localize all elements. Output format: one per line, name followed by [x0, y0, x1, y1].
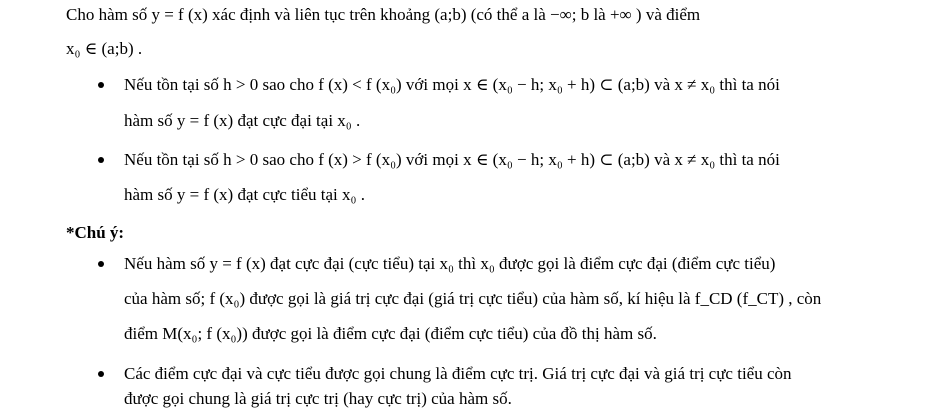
note-1-line-3: điểm M(x₀; f (x₀)) được gọi là điểm cực đại (điểm cực tiểu) của đồ thị hàm số. — [124, 324, 657, 343]
definition-max-line-2: hàm số y = f (x) đạt cực đại tại x₀ . — [124, 111, 361, 130]
note-1-line-1: Nếu hàm số y = f (x) đạt cực đại (cực tiểu) tại x₀ thì x₀ được gọi là điểm cực đại (điểm cực tiểu) — [124, 254, 776, 273]
bullet-icon — [98, 157, 104, 163]
bullet-icon — [98, 261, 104, 267]
note-2-line-2: được gọi chung là giá trị cực trị (hay cực trị) của hàm số. — [124, 389, 512, 408]
bullet-icon — [98, 82, 104, 88]
definition-min-line-2: hàm số y = f (x) đạt cực tiểu tại x₀ . — [124, 185, 365, 204]
intro-line-1: Cho hàm số y = f (x) xác định và liên tục trên khoảng (a;b) (có thể a là −∞; b là +∞ ) và điểm — [66, 5, 701, 24]
definition-min-line-1: Nếu tồn tại số h > 0 sao cho f (x) > f (x₀) với mọi x ∈ (x₀ − h; x₀ + h) ⊂ (a;b) và x ≠ x₀ thì ta nói — [124, 150, 780, 169]
definition-max-line-1: Nếu tồn tại số h > 0 sao cho f (x) < f (x₀) với mọi x ∈ (x₀ − h; x₀ + h) ⊂ (a;b) và x ≠ x₀ thì ta nói — [124, 75, 780, 94]
note-1-line-2: của hàm số; f (x₀) được gọi là giá trị cực đại (giá trị cực tiểu) của hàm số, kí hiệu là f_CD (f_CT) , còn — [124, 289, 822, 308]
intro-line-2: x₀ ∈ (a;b) . — [66, 39, 143, 58]
note-heading: *Chú ý: — [66, 223, 125, 242]
note-2-line-1: Các điểm cực đại và cực tiểu được gọi chung là điểm cực trị. Giá trị cực đại và giá trị cực tiểu còn — [124, 364, 792, 383]
bullet-icon — [98, 371, 104, 377]
